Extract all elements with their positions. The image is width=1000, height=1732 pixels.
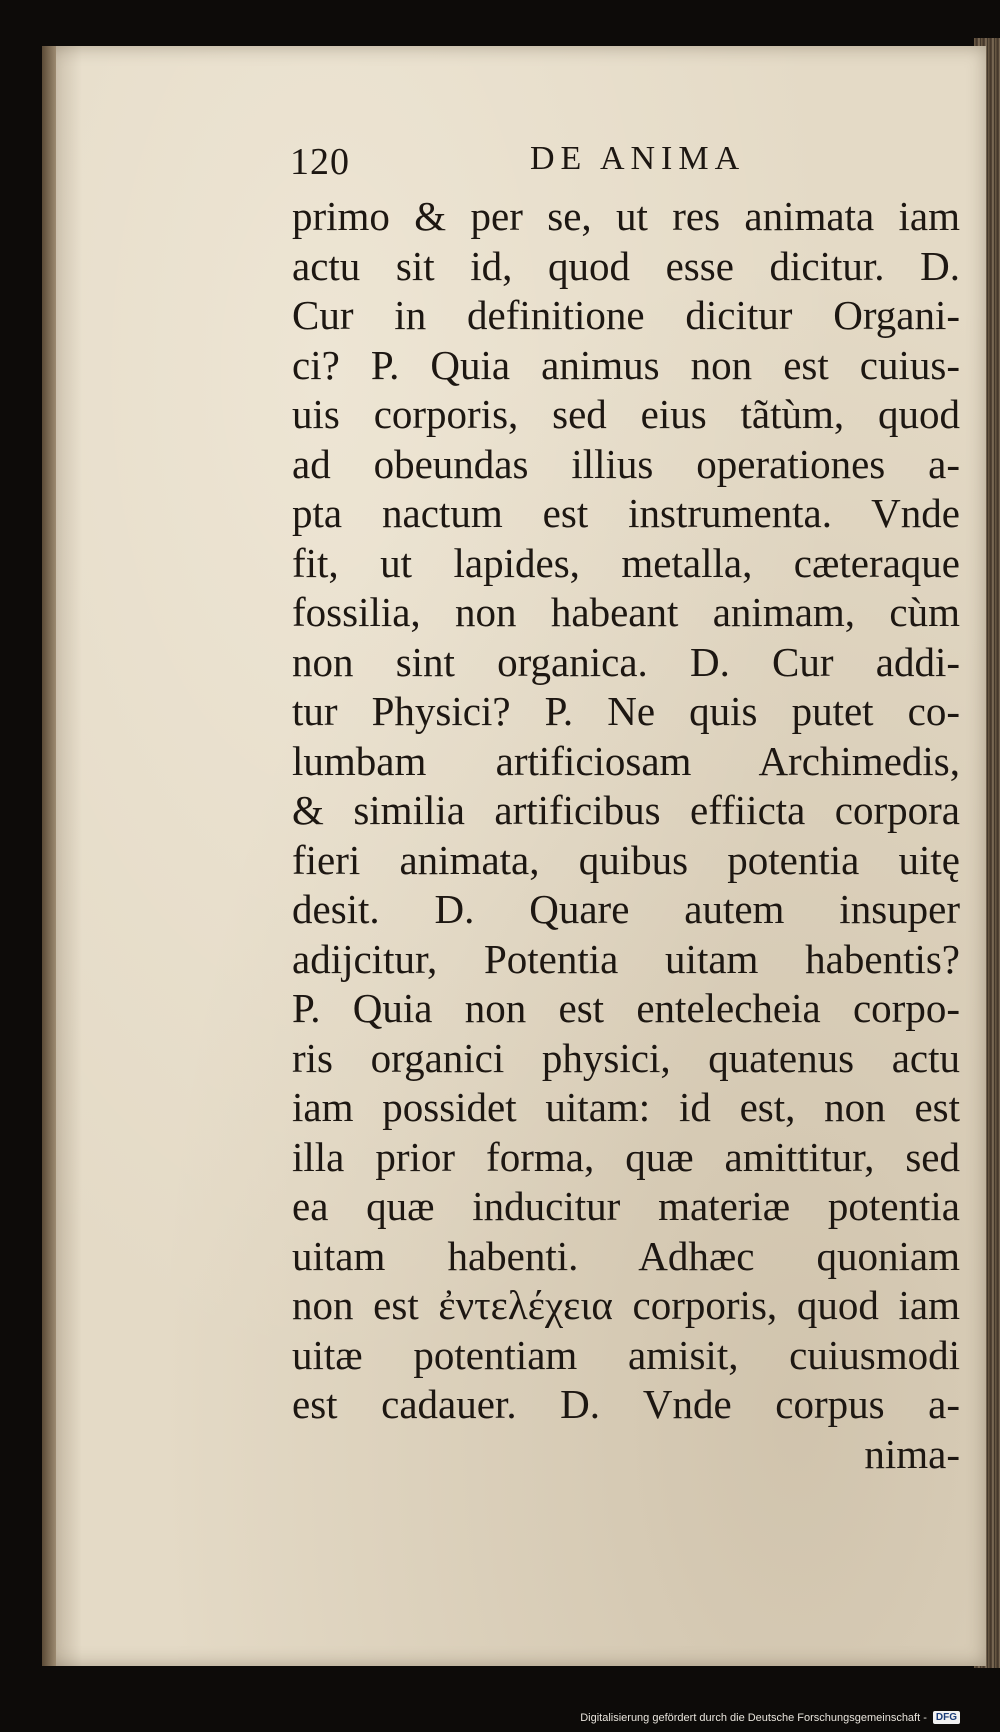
text-line: ad obeundas illius operationes a- xyxy=(292,440,960,487)
text-line: pta nactum est instrumenta. Vnde xyxy=(292,490,960,536)
text-line: fieri animata, quibus potentia uitę xyxy=(292,836,960,883)
text-line: desit. D. Quare autem insuper xyxy=(292,886,960,932)
page-number: 120 xyxy=(290,141,350,183)
credit-text: Digitalisierung gefördert durch die Deutsche Forschungsgemeinschaft - xyxy=(580,1711,927,1724)
text-line: fossilia, non habeant animam, cùm xyxy=(292,589,960,635)
text-line: non est ἐντελέχεια corporis, quod iam xyxy=(292,1282,960,1328)
text-line: tur Physici? P. Ne quis putet co- xyxy=(292,688,960,734)
text-line: P. Quia non est entelecheia corpo- xyxy=(292,985,960,1031)
text-line: & similia artificibus effiictа corpora xyxy=(292,787,960,833)
digitization-credit xyxy=(580,1711,960,1724)
text-line: est cadauer. D. Vnde corpus a- xyxy=(292,1381,960,1427)
page-gutter xyxy=(42,46,56,1666)
text-line: lumbam artificiosam Archimedis, xyxy=(292,737,960,784)
text-line: uitam habenti. Adhæc quoniam xyxy=(292,1232,960,1279)
text-line: uitæ potentiam amisit, cuiusmodi xyxy=(292,1331,960,1378)
text-line: ci? P. Quia animus non est cuius- xyxy=(292,341,960,388)
text-line: ris organici physici, quatenus actu xyxy=(292,1034,960,1081)
text-line: actu sit id, quod esse dicitur. D. xyxy=(292,242,960,289)
catchword: nima- xyxy=(864,1430,960,1477)
text-line: adijcitur, Potentia uitam habentis? xyxy=(292,935,960,982)
text-line: uis corporis, sed eius tãtùm, quod xyxy=(292,391,960,437)
dfg-logo: DFG xyxy=(933,1711,960,1724)
page-header xyxy=(290,140,930,184)
text-line: ea quæ inducitur materiæ potentia xyxy=(292,1183,960,1229)
text-line: primo & per se, ut res animata iam xyxy=(292,193,960,239)
text-line: illa prior forma, quæ amittitur, sed xyxy=(292,1133,960,1180)
running-head: DE ANIMA xyxy=(530,140,746,177)
text-line: fit, ut lapides, metalla, cæteraque xyxy=(292,539,960,586)
text-line: iam possidet uitam: id est, non est xyxy=(292,1084,960,1130)
text-line: non sint organica. D. Cur addi- xyxy=(292,638,960,685)
text-line: Cur in definitione dicitur Organi- xyxy=(292,292,960,338)
body-text xyxy=(292,192,972,1479)
